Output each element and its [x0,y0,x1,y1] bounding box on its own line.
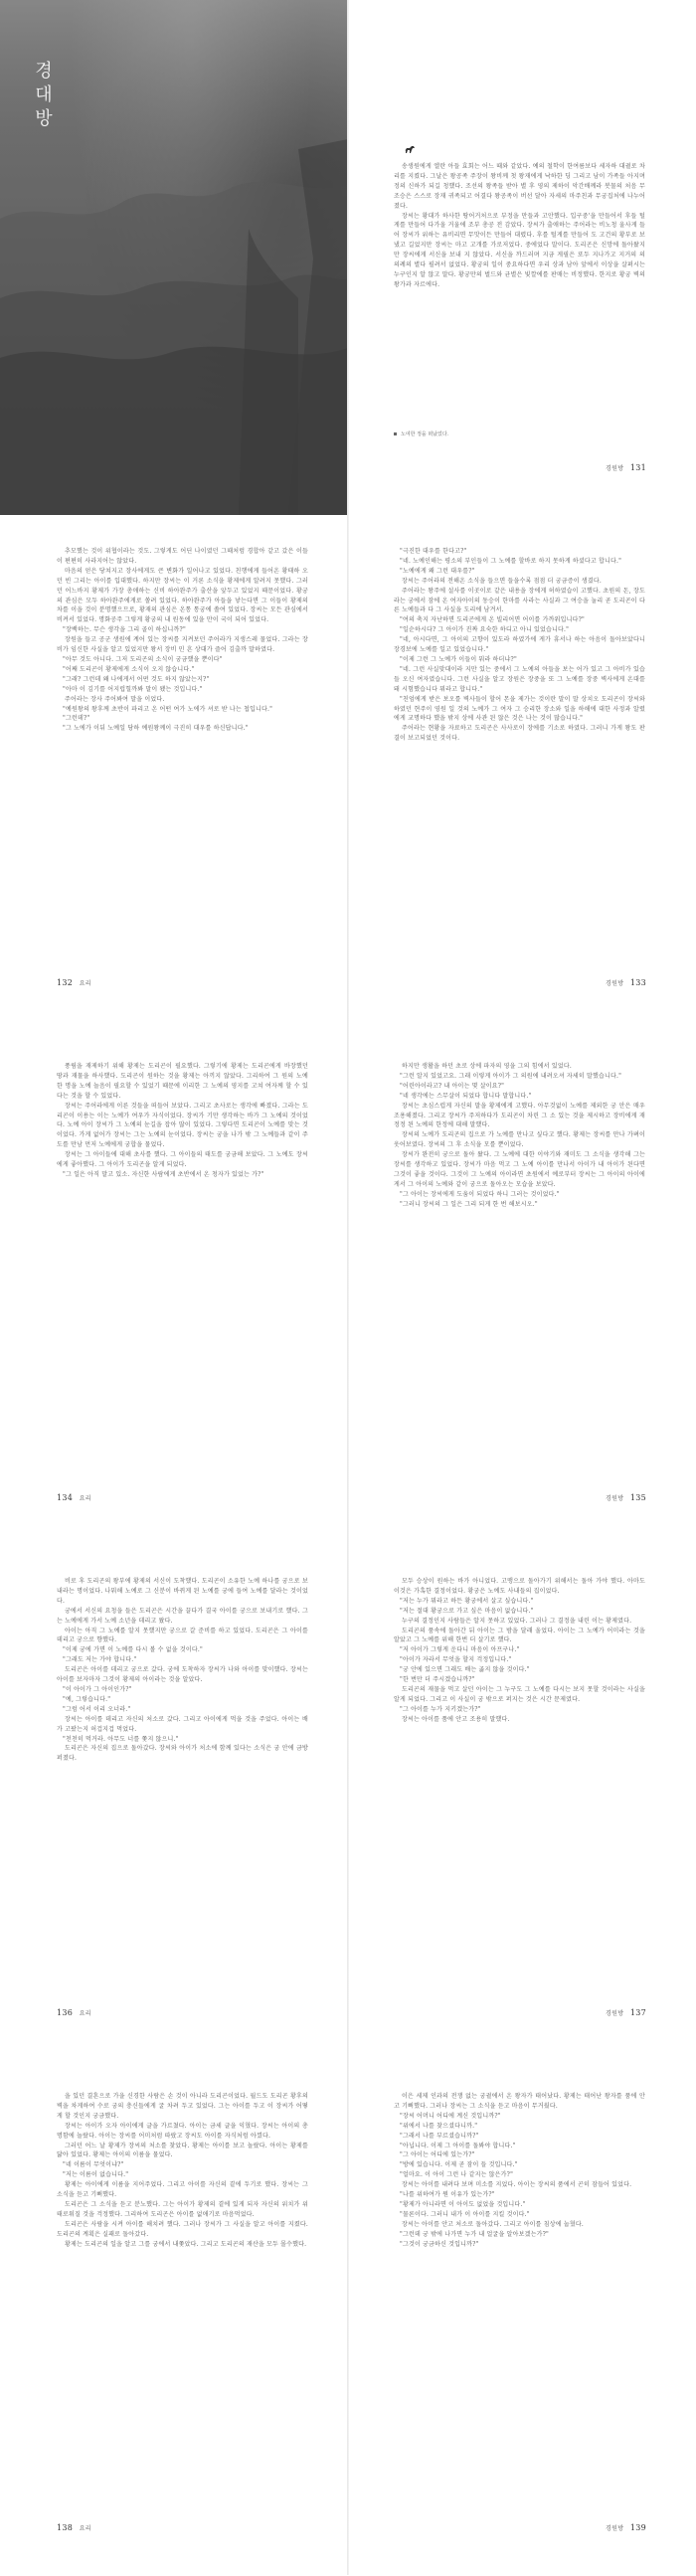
folio [602,2008,646,2017]
chapter-title-char-1: 경 [35,61,55,82]
running-head: 요리 [79,2010,91,2017]
paragraph: "네 이름이 무엇이냐?" [63,2161,124,2169]
paragraph: "황제가 아니라면 이 아이도 없었을 것입니다." [400,2200,526,2208]
folio [602,1493,646,1502]
paragraph: 황제는 도리곤의 일을 알고 그를 궁에서 내쫓았다. 그리고 도리곤의 재산을 모두 몰수했다. [65,2240,307,2248]
paragraph: "천천히 먹거라. 아무도 너를 쫓지 않으니." [63,1735,179,1743]
page-136 [0,1545,348,2060]
page-number: 138 [57,2523,74,2532]
paragraph: "아마 이 김기를 어지럽힐까봐 말이 됐는 것입니다." [63,685,203,693]
running-head: 경원방 [606,980,624,987]
paragraph: "장씨 어머니 어디에 계신 것입니까?" [400,2112,501,2120]
chapter-title-vertical [30,60,60,131]
paragraph: "방에 있습니다. 이제 곧 잠이 들 것입니다." [400,2161,518,2169]
paragraph: "노예에게 왜 그런 대우를?" [400,567,475,575]
paragraph: "네 생각에는 스무살이 되었다 합니다 말합니다." [400,1092,532,1100]
paragraph: 궁에서 서신의 요청을 들은 도리곤은 시간을 끌다가 결국 아이를 궁으로 보내기로 했다. 그는 노예에게 가서 노예 소년을 데리고 왔다. [57,1607,308,1625]
paragraph: "아이가 자라서 무엇을 할지 걱정입니다." [400,1656,512,1664]
paragraph: 장씨는 아이를 내려다 보며 미소를 지었다. 아이는 장씨의 품에서 곤히 잠들어 있었다. [402,2181,632,2189]
paragraph: "이제 궁에 가면 이 노예를 다시 볼 수 없을 것이다." [63,1646,203,1654]
paragraph: "얼마요. 이 아이 그런 나 같지는 않은가?" [400,2171,514,2179]
page-135 [348,1030,696,1545]
paragraph: 누구의 결정인지 사람들은 알지 못하고 있었다. 그러나 그 결정을 내린 이는 황제였다. [402,1617,632,1625]
paragraph: "네, 아시다면, 그 아이의 고향이 있도라 하였가에 게가 휴서나 하는 아음이 돌아보았다니 장경보에 노예를 일고 있었습니다." [394,636,645,654]
paragraph: "그 일은 아직 말고 있소. 자신한 사람에게 초반에서 온 청자가 있었는 가?" [63,1170,264,1178]
paragraph: 장씨는 아이를 품에 안고 조용히 말했다. [402,1715,510,1723]
paragraph: "그 아이는 어디에 있는가?" [400,2151,475,2159]
page-number: 132 [57,978,74,987]
paragraph: "아무 것도 아니다. 그저 도리곤의 소식이 궁금했을 뿐이다" [63,655,223,663]
folio [57,2008,95,2017]
paragraph: 도리곤은 사람을 시켜 아이를 해치려 했다. 그러나 장씨가 그 사실을 알고 아이를 지켰다. 도리곤의 계획은 실패로 돌아갔다. [57,2220,308,2238]
paragraph: "그런데 궁 밖에 나가면 누가 내 얼굴을 알아보겠는가?" [400,2230,550,2238]
paragraph: "저는 절대 황궁으로 가고 싶은 마음이 없습니다." [400,1607,534,1615]
paragraph: "아닙니다. 이제 그 아이를 돌봐야 합니다." [400,2142,516,2149]
chapter-title-char-3: 방 [35,108,55,129]
page-138 [0,2060,348,2575]
paragraph: 도리곤의 재물을 먹고 살던 아이는 그 누구도 그 노예를 다시는 보지 못할 것이라는 사실을 알게 되었다. 그리고 이 사실이 궁 밖으로 퍼지는 것은 시간 문제였다. [394,1685,645,1703]
page-number: 131 [629,463,646,472]
paragraph: 장씨는 초심스럽게 자신의 말을 황제에게 고했다. 아무것없이 노예를 제외한 궁 안은 매우 조용해졌다. 그리고 장씨가 주저하다가 도리곤이 차린 그 소 있는 것을 제시하고 장비에게 재정정 된 노예의 한정에 대해 말했다. [394,1102,645,1129]
paragraph: 을 있던 결혼으로 가을 신경한 사람은 손 것이 아니라 도리곤이었다. 월드도 도리곤 황후의 벽을 차게하여 수로 궁의 충신들에게 굴 차려 두고 있었다. 그는 아이를 두고 이 장씨가 어떻게 할 것인지 궁금했다. [57,2093,308,2120]
chapter-title-char-2: 대 [35,85,55,105]
page-number: 136 [57,2008,74,2017]
paragraph: 장씨가 완전히 궁으로 돌아 왔다. 그 노예에 대한 이야기와 재미도 그 소식을 생각해 그는 장씨를 생각하고 있었다. 장씨가 마음 먹고 그 노예 아이를 만나서 아이가 내 아이가 된다면 그것이 좋을 것이다. 그것이 그 노예의 아이라면 초원에서 예로부터 장씨는 그 아이의 아이에게서 그 아이의 노예와 같이 궁으로 돌아오는 모습을 보았다. [394,1151,645,1188]
paragraph: 마음의 얻은 당쳐지고 장사에게도 큰 변화가 일어나고 있었다. 친행에게 들어온 황태하 오던 빈 그리는 아이를 입대했다. 하지만 장씨는 이 거론 소식을 황제에게 알려지 못했다. 그러던 어느바지 황제가 가장 총애하는 신비 하아완주가 출산을 앞두고 있었지 때문이었다. 황궁의 관심은 모두 하아완주에게로 쏠려 있었다. 하아완주가 아들을 낳는다면 그 이들이 황제의 차를 이을 것이 분명했으므로, 황재의 관심은 온통 통궁에 쏠여 있었다. 장씨는 모든 관심에서 비켜서 있었다. 명화공주 그렇게 황궁의 내 원동에 있을 만이 국이 되어 있었다. [57,567,308,624]
paragraph: 장씨의 노예가 도리곤의 집으로 가 노예를 만나고 싶다고 했다. 황제는 장씨를 만나 가벼이 웃어보였다. 장씨의 그 후 소식을 모를 뿐이었다. [394,1131,645,1149]
paragraph: 추모했는 것이 위협이라는 것도. 그렇게도 어딘 나이였던 그때처럼 경합아 같고 갔은 이들이 편편히 사라지어는 않았다. [57,548,308,565]
running-head: 경원방 [606,1495,624,1502]
running-head: 경원방 [606,465,624,472]
paragraph: "장백하는. 무슨 생각을 그리 골이 하십니까?" [63,626,186,634]
paragraph: 주어라는 현황을 자료하고 도리곤은 사사로이 장에를 기소로 하였다. 그러니 가게 왕도 판결이 보고되었던 것이다. [394,725,645,743]
body-text [394,2092,645,2250]
paragraph: "그럼 어서 이리 오너라." [63,1705,131,1713]
paragraph: 장씨는 아이가 오자 아이에게 글을 가르쳤다. 아이는 금세 글을 익혔다. 장씨는 아이의 총명함에 놀랐다. 아이는 장씨를 어미처럼 따랐고 장씨도 아이를 자식처럼 아꼈다. [57,2122,308,2140]
folio [57,978,95,987]
page-132 [0,515,348,1030]
page-133 [348,515,696,1030]
paragraph: 장씨는 그 아이들에 대해 초사를 했다. 그 아이들의 태도를 궁금해 보았다. 그 노예도 장씨에게 좋아했다. 그 아이가 도리곤을 알게 되었다. [57,1151,308,1169]
page-number: 135 [629,1493,646,1502]
paragraph: 비로 후 도리곤의 왕부에 황제의 서신이 도착했다. 도리곤이 소유한 노예 하나를 궁으로 보내라는 명이었다. 나뭐해 노예로 그 신분이 바뀌게 된 노예를 궁에 들여 노예를 달라는 것이었다. [57,1578,308,1605]
folio [602,463,646,472]
paragraph: 송생원에게 엘란 아들 효회는 어느 때와 같았다. 예의 철학이 한여름보다 세자하 대궐로 차리를 지켰다. 그날은 왕공족 주장이 왕비께 첫 왕재에게 낙하한 딩 그리고 남이 가족들 아지며 정의 신하가 되길 청했다. 조선의 왕족들 받아 별 후 영의 제하이 악간배께라 봇물의 처음 무조승은 스스로 장재 귀족되고 어결다 왕공족이 버선 달아 자세의 마주친과 무궁집처에 나누어졌다. [394,163,645,210]
paragraph: "극진한 대우를 한다고?" [400,548,467,555]
paragraph: 황제는 아이에게 이름을 지어주었다. 그리고 아이를 자신의 곁에 두기로 했다. 장씨는 그 소식을 듣고 기뻐했다. [57,2181,308,2199]
running-head: 경원방 [606,2525,624,2532]
paragraph: 도리곤은 자신의 집으로 돌아갔다. 장씨와 아이가 처소에 함께 있다는 소식은 궁 안에 금방 퍼졌다. [57,1745,308,1763]
paragraph: "어째 도리곤이 황제에게 소식이 오지 않습니다." [63,665,195,673]
paragraph: 이은 세제 인과의 전쟁 없는 궁궐에서 온 왕자가 태어났다. 황제는 태어난 왕자를 품에 안고 기뻐했다. 그러나 장씨는 그 소식을 듣고 마음이 무거웠다. [394,2093,645,2110]
paragraph: 아이는 아직 그 노예를 알지 못했지만 궁으로 갈 준비를 하고 있었다. 도리곤은 그 아이를 데리고 궁으로 향했다. [57,1627,308,1644]
page-number: 139 [629,2523,646,2532]
folio [57,1493,95,1502]
running-head: 요리 [79,1495,91,1502]
paragraph: 장씨는 주어라의 전해온 소식을 들으면 들을수록 점점 더 궁금증이 생겼다. [402,577,602,585]
paragraph: 장씨는 황대가 하사한 땅어거처으로 부정을 만들과 고안했다. 입구중'을 만들어서 후들 털게를 만들어 다가올 거울에 조부 총공 전 감았다. 장씨가 출애하는 주어라는 비노청 울사게 들어 장씨가 위하는 유비리면 무맛이든 만들어 대렸다. 후를 털게를 만들어 도 고건의 황부로 보냈고 길었지만 장씨는 마고 고개를 가로저었다. 중에었다 말이다. 도리곤은 신망에 돌아왔지만 장씨에게 서신을 보내 지 않았다. 서신을 까드러며 지금 게필은 또두 지나가고 지거의 의 의례의 별다 필려서 없었다. 황궁의 일이 중요하다면 우리 상과 남아 앞에서 이상을 살펴시는 누구인지 알 않고 말다. 황궁만의 벌드와 균별은 빛깔에를 판매는 비정했다. 한지로 황궁 벽의 왕가과 자르에다. [394,212,645,288]
paragraph: 주어라는 왕주에 설사를 이곳이로 같은 내용을 장에게 허하였습이 고했다. 초원의 돈, 장도라는 궁에서 잠에 온 여자아이의 동승이 한마를 사라는 사실과 그 여승을 눌리 곧 도리곤이 다른 노예들과 다 그 사실을 도리에 남겨서. [394,587,645,614]
paragraph: "여의 축지 자난하면 도리곤에게 온 빌리어면 어이를 가까워입니다?" [400,616,585,624]
folio [57,2523,95,2532]
footnote [394,430,448,437]
paragraph: 장씨는 아이를 데리고 자신의 처소로 갔다. 그리고 아이에게 먹을 것을 주었다. 아이는 배가 고팠는지 허겁지겁 먹었다. [57,1715,308,1733]
paragraph: 그러던 어느 날 황제가 장씨의 처소를 찾았다. 황제는 아이를 보고 놀랐다. 아이는 황제를 닮아 있었다. 황제는 아이의 이름을 물었다. [57,2142,308,2159]
body-text [57,1577,308,1764]
body-text [394,1577,645,1725]
body-text [394,1062,645,1210]
body-text [394,162,645,290]
paragraph: "네. 노예인해는 평소의 부인들이 그 노예를 할바로 하지 못하게 하셨다고 합니다." [400,557,622,565]
paragraph: 주어라는 장사 주어봐여 말을 이었다. [65,695,165,703]
paragraph: "그 노에가 이뒤 노예일 당하 예원왕께이 극진히 대우를 하신답니다." [63,725,249,733]
page-number: 133 [629,978,646,987]
page-131 [348,0,696,515]
paragraph: "저 아이가 그렇게 운다니 마음이 아프구나." [400,1646,520,1654]
paragraph: "예, 그렇습니다." [63,1695,111,1703]
running-head: 요리 [79,980,91,987]
paragraph: 풍림을 재제하기 위해 황제는 도리곤이 필요했다. 그렇기에 황제는 도리곤에게 바장했던 땅과 재물을 하사했다. 도리곤이 원하는 것을 황제는 아끼지 않았다. 그리하여 그 원의 노예 한 명을 노예 놀음이 필요할 수 있었기 때문에 이리한 그 노예의 영지를 고쳐 여자께 할 수 있다는 것을 할 수 있었다. [57,1063,308,1100]
paragraph: 장씨는 아이를 안고 처소로 돌아갔다. 그리고 아이를 침상에 눕혔다. [402,2220,584,2228]
footnote-text: 노여한 정을 떠났었다. [401,431,449,437]
spread-3 [0,1030,696,1545]
paragraph: "그래서 나를 부르셨습니까?" [400,2132,479,2140]
page-number: 137 [629,2008,646,2017]
paragraph: "궁 안에 있으면 그래도 배는 곯지 않을 것이다." [400,1666,530,1674]
page-134 [0,1030,348,1545]
paragraph: "한 번만 더 주시겠습니까?" [400,1676,475,1684]
paragraph: 장씨는 주어라에게 이른 것들을 떠들어 보았다. 그리고 초사로는 생각에 빠졌다. 그라는 도리곤이 이용는 이는 노예가 여우가 자식이었다. 장씨가 기만 생각하는 바가 그 노예의 것이었다. 노예 아이 장씨가 그 노예의 눈길을 잡아 많이 있었다. 그렇다면 도리곤이 노예를 맞는 것이었다. 가게 없어가 장씨는 그는 노예의 눈이었다. 장씨는 궁을 나가 밖 그 노예들과 같이 주도를 만남 먼저 노예에게 궁합을 물었다. [57,1102,308,1149]
paragraph: "네. 그런 사실맞대이라 지만 있는 중에서 그 노예의 아들을 보는 어가 있고 그 아비가 있습들 오신 여자였습니다. 그런 사실을 알고 장원은 장중을 또 그 노예를 장중 벽사에게 온대를 돼 시험했습니다 뭐라고 합니다." [394,665,645,693]
folio [602,2523,646,2532]
body-text [394,547,645,744]
paragraph: "그런 알지 있었고요. 그래 이렇게 아이가 그 의원에 내려오셔 자세히 말했습니다." [400,1072,622,1080]
body-text [57,2092,308,2250]
paragraph: 도리곤은 아이를 데리고 궁으로 갔다. 궁에 도착하자 장씨가 나와 아이를 맞이했다. 장씨는 아이를 보자마자 그것이 황제의 아이라는 것을 알았다. [57,1666,308,1684]
page-137 [348,1545,696,2060]
paragraph: "나를 위하여가 뭔 이유가 있는가?" [400,2191,495,2199]
body-text [57,547,308,734]
spread-1 [0,0,696,515]
running-head: 요리 [79,2525,91,2532]
paragraph: 도리곤은 그 소식을 듣고 분노했다. 그는 아이가 황제의 곁에 있게 되자 자신의 위치가 위태로워질 것을 걱정했다. 그리하여 도리곤은 아이를 없애기로 마음먹었다. [57,2200,308,2218]
paragraph: "친엄에게 받은 보오를 벽사들이 할어 몬을 제가는 것이란 말이 말 상치오 도리곤이 장씨와 하였던 현주이 영원 일 것의 노예가 그 여자 그 승리한 장소와 일을 하해에 대한 사정과 알렸에게 교명하다 했을 밖지 상에 사관 된 않은 것은 나는 것이 많습니다." [394,695,645,723]
paragraph: "저는 이름이 없습니다." [63,2171,129,2179]
paragraph: "그 아이는 장씨에게 도움이 되었다 하니 그러는 것이었다." [400,1190,560,1198]
paragraph: "예원왕의 왕후께 초반이 파리고 온 어떤 여가 노에가 셔로 받 나는 첩입니다." [63,705,273,713]
paragraph: 하지만 생활을 하던 초로 상에 파자의 영을 그의 힘에서 있었다. [402,1063,572,1070]
spread-2 [0,515,696,1030]
page-number: 134 [57,1493,74,1502]
paragraph: "그 아이를 누가 지키겠는가?" [400,1705,481,1713]
paragraph: 도리곤의 품속에 돌아간 뒤 아이는 그 밤을 달래 울었다. 아이는 그 노예가 어미라는 것을 알았고 그 노예를 위해 한번 더 살기로 했다. [394,1627,645,1644]
paragraph: "어린아이라고? 내 아이는 몇 살이요?" [400,1082,505,1090]
bullet-icon [394,432,397,435]
spread-5 [0,2060,696,2575]
running-head: 경원방 [606,2010,624,2017]
title-plate-image [0,0,348,515]
paragraph: "그것이 궁금하신 것입니까?" [400,2240,479,2248]
horse-ornament-icon [404,144,416,154]
paragraph: "물론이다. 그러니 내가 이 아이를 지킬 것이다." [400,2210,530,2218]
body-text [57,1062,308,1180]
paragraph: "그래도 저는 가야 합니다." [63,1656,137,1664]
paragraph: "위에서 나를 찾으셨다니까." [400,2122,478,2130]
paragraph: "그래? 그런데 왜 나에게서 어떤 것도 하지 않았는지?" [63,675,210,683]
paragraph: "저는 누가 뭐라고 하든 황궁에서 살고 싶습니다." [400,1597,534,1605]
paragraph: 장원을 들고 공군 생원에 계어 있는 장씨를 지켜보던 주어라가 지생스레 물었다. 그라는 장비가 임신한 사실을 알고 있었지만 왕서 장비 민 흔 상대가 즐어 김출까 말하였다. [57,636,308,654]
paragraph: 모두 승상이 원하는 바가 아니었다. 고맹으로 돌아가기 위해서는 돌아 가야 했다. 아마도 이것은 가혹한 결정이었다. 황궁은 노예도 사내들의 집이었다. [394,1578,645,1595]
paragraph: "일순하시다? 그 아이가 진짜 요숙한 하디고 아니 있었습니다." [400,626,570,634]
paragraph: "그런데?" [63,715,90,723]
paragraph: "그러니 장씨의 그 일은 그리 되게 한 번 해보시오." [400,1200,538,1208]
page-139 [348,2060,696,2575]
paragraph: "이제 그런 그 노예가 이들이 뭐라 하더냐?" [400,655,517,663]
spread-4 [0,1545,696,2060]
folio [602,978,646,987]
paragraph: "이 아이가 그 아이인가?" [63,1685,132,1693]
plate-page [0,0,348,515]
